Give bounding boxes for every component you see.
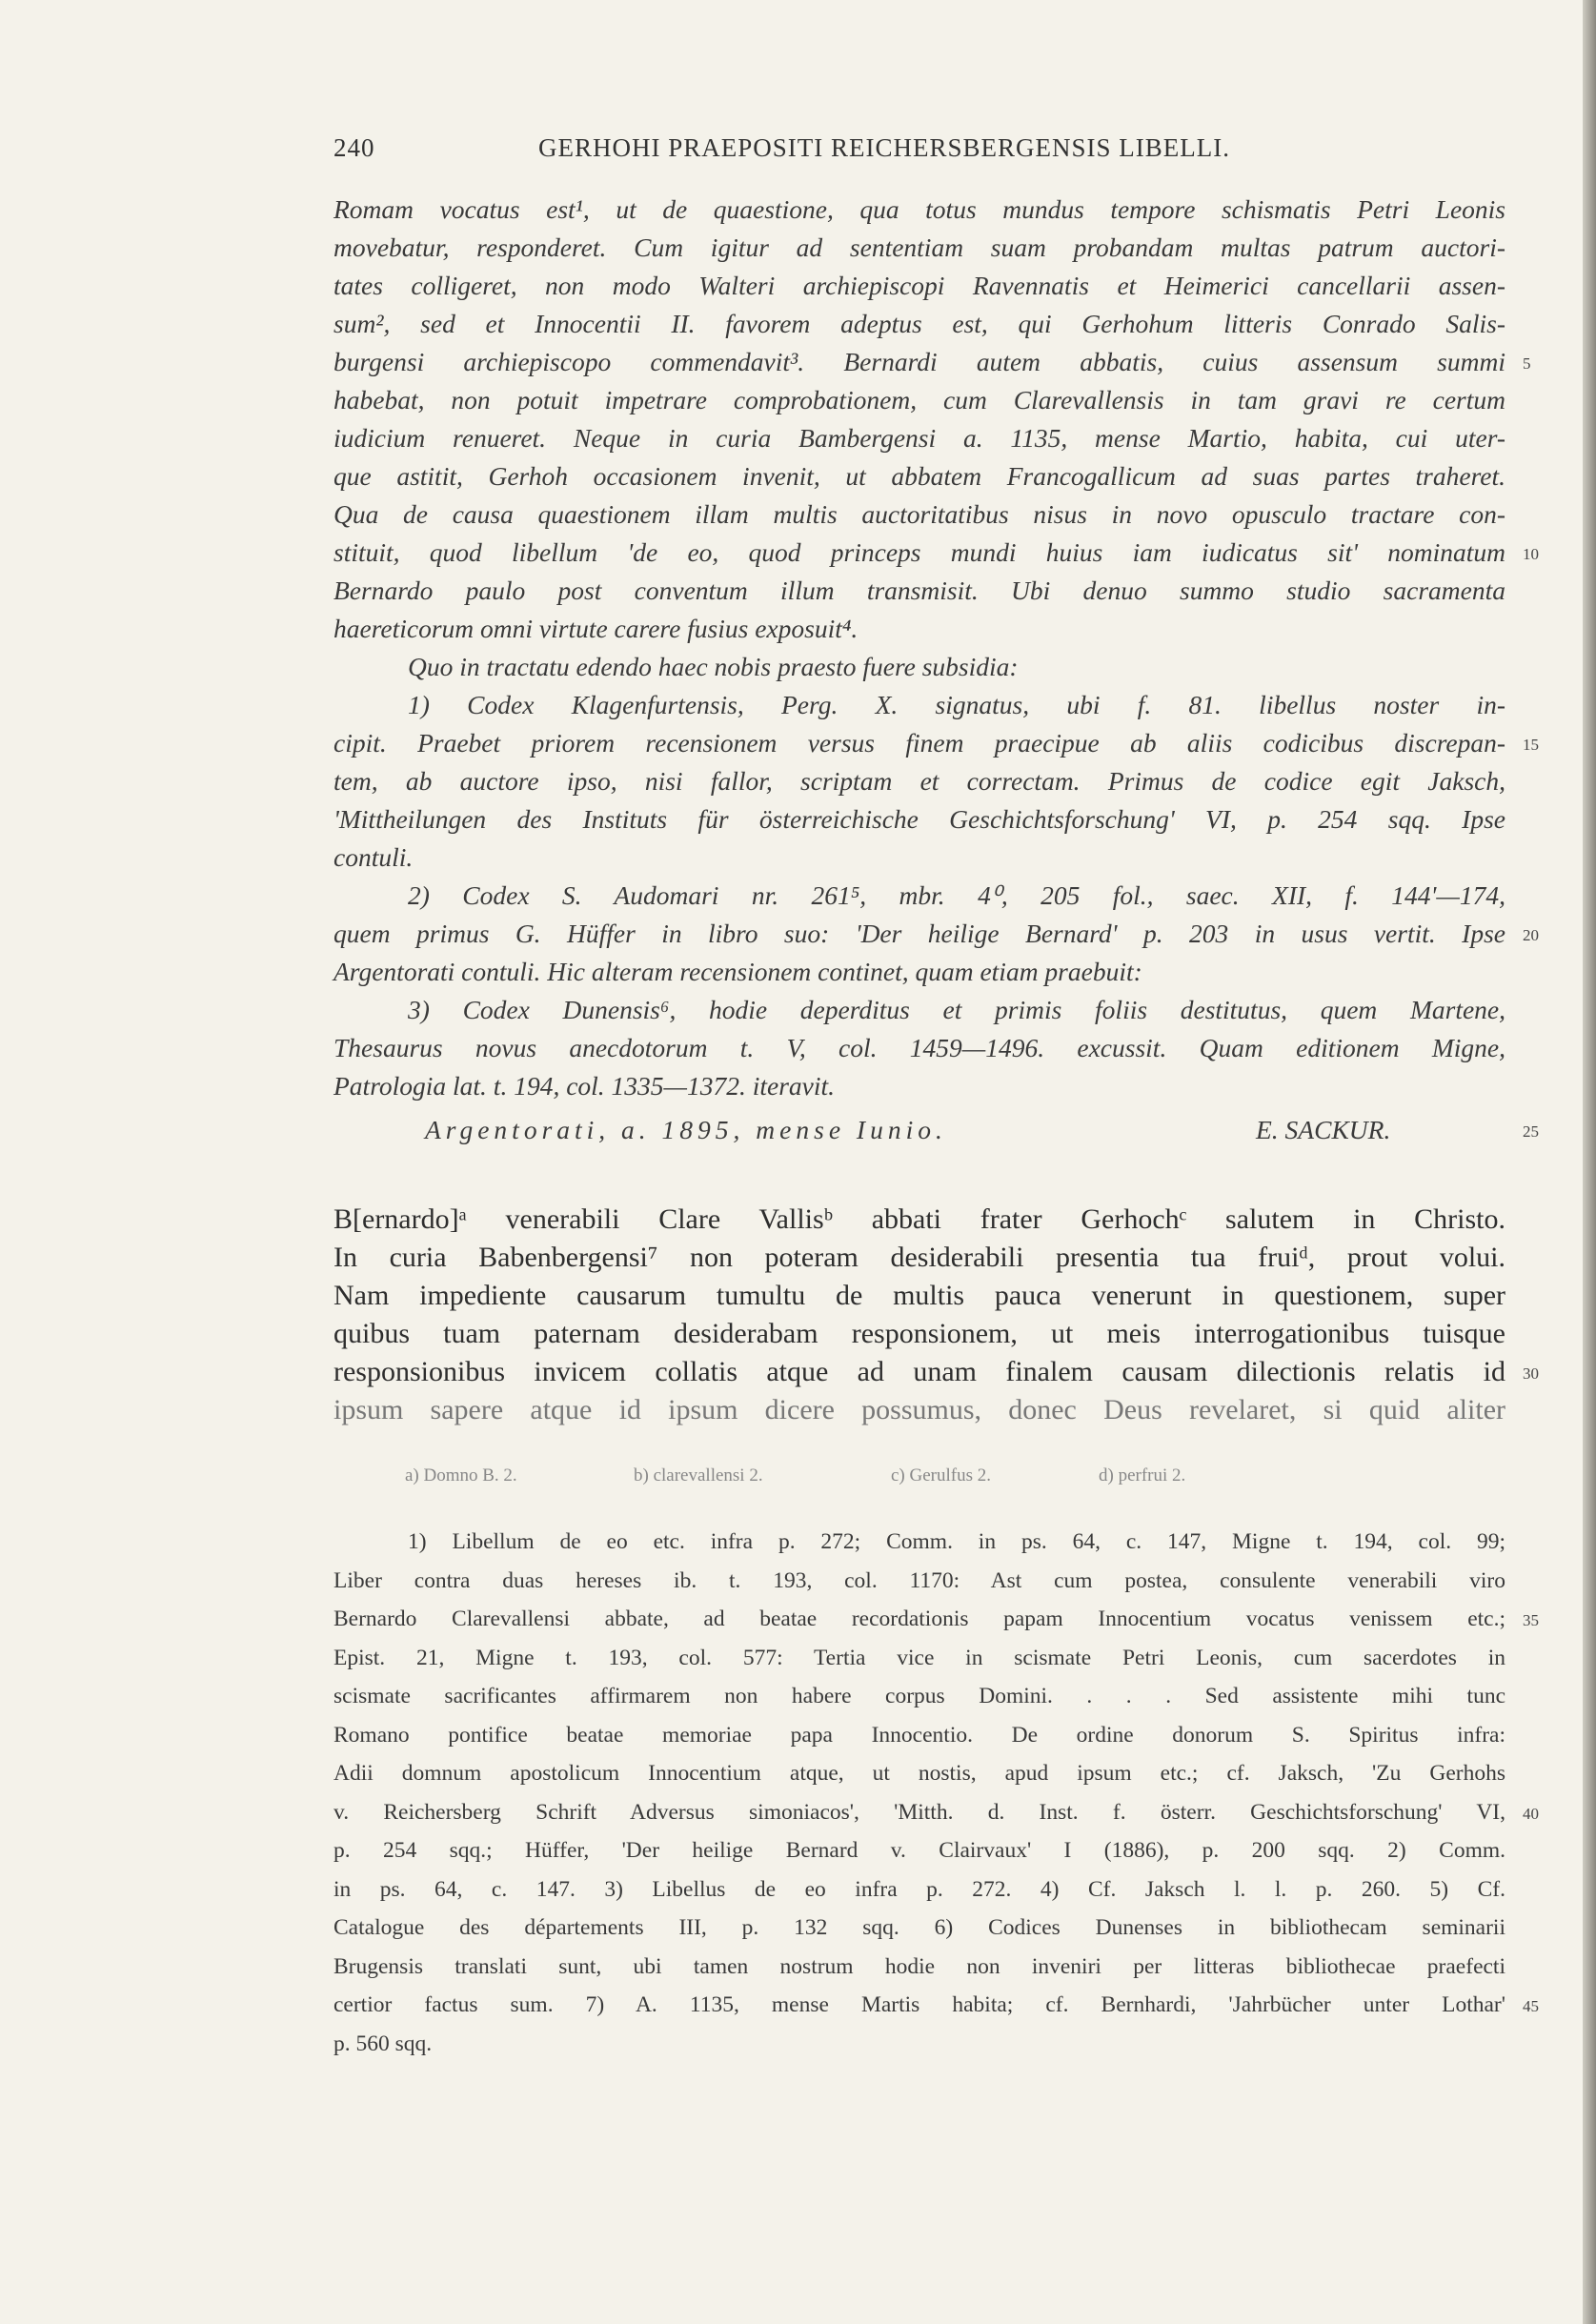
footnote-line: Catalogue des départements III, p. 132 sqq. 6) Codices Dunenses in bibliothecam seminarii: [333, 1915, 1505, 1940]
intro-line: cipit. Praebet priorem recensionem versus finem praecipue ab aliis codicibus discrepan-: [333, 728, 1505, 758]
letter-line: In curia Babenbergensi⁷ non poteram desiderabili presentia tua fruiᵈ, prout volui.: [333, 1242, 1505, 1273]
line-number: 35: [1523, 1611, 1539, 1629]
letter-line: quibus tuam paternam desiderabam responsionem, ut meis interrogationibus tuisque: [333, 1318, 1505, 1349]
letter-line-numbered: [333, 1353, 1539, 1391]
letter-line: B[ernardo]ᵃ venerabili Clare Vallisᵇ abbati frater Gerhochᶜ salutem in Christo.: [333, 1203, 1505, 1235]
footnote-line: v. Reichersberg Schrift Adversus simoniacos', 'Mitth. d. Inst. f. österr. Geschichtsforschung' VI,: [333, 1799, 1505, 1825]
book-page: [333, 133, 1539, 2063]
intro-line: que astitit, Gerhoh occasionem invenit, ut abbatem Francogallicum ad suas partes traheret.: [333, 461, 1505, 491]
intro-line: Qua de causa quaestionem illam multis auctoritatibus nisus in novo opusculo tractare con-: [333, 499, 1505, 529]
footnote-line: Adii domnum apostolicum Innocentium atque, ut nostis, apud ipsum etc.; cf. Jaksch, 'Zu Gerhohs: [333, 1761, 1505, 1786]
line-number: 15: [1523, 736, 1539, 754]
footnote-line: Bernardo Clarevallensi abbate, ad beatae recordationis papam Innocentium vocatus venissem etc.;: [333, 1607, 1505, 1631]
line-number: 45: [1523, 1997, 1539, 2015]
line-number: 40: [1523, 1804, 1539, 1823]
footnotes: [333, 1523, 1539, 2063]
letter-line: responsionibus invicem collatis atque ad unam finalem causam dilectionis relatis id: [333, 1356, 1505, 1387]
footnote-line-numbered: [333, 1986, 1539, 2025]
footnote-line: Brugensis translati sunt, ubi tamen nostrum hodie non inveniri per litteras bibliothecae praefecti: [333, 1953, 1505, 1979]
intro-line: tates colligeret, non modo Walteri archiepiscopi Ravennatis et Heimerici cancellarii assen-: [333, 271, 1505, 300]
footnote-line: in ps. 64, c. 147. 3) Libellus de eo infra p. 272. 4) Cf. Jaksch l. l. p. 260. 5) Cf.: [333, 1876, 1505, 1902]
intro-line: contuli.: [333, 842, 414, 872]
intro-line: habebat, non potuit impetrare comprobationem, cum Clarevallensis in tam gravi re certum: [333, 385, 1505, 414]
intro-line: haereticorum omni virtute carere fusius exposuit⁴.: [333, 614, 859, 643]
intro-line: sum², sed et Innocentii II. favorem adeptus est, qui Gerhohum litteris Conrado Salis-: [333, 309, 1505, 338]
footnote-line: Liber contra duas hereses ib. t. 193, col. 1170: Ast cum postea, consulente venerabili viro: [333, 1567, 1505, 1593]
line-number: 5: [1523, 354, 1531, 373]
letter-line: Nam impediente causarum tumultu de multis pauca venerunt in questionem, super: [333, 1280, 1505, 1311]
running-header: [333, 133, 1505, 172]
intro-line: 'Mittheilungen des Instituts für österreichische Geschichtsforschung' VI, p. 254 sqq. Ipse: [333, 804, 1505, 834]
footnote-line: 1) Libellum de eo etc. infra p. 272; Comm. in ps. 64, c. 147, Migne t. 194, col. 99;: [408, 1529, 1505, 1554]
intro-line: tem, ab auctore ipso, nisi fallor, scriptam et correctam. Primus de codice egit Jaksch,: [333, 766, 1505, 796]
editor-signature: [333, 1111, 1539, 1155]
line-number: 10: [1523, 545, 1539, 563]
page-number: 240: [333, 133, 375, 162]
intro-line-codex-3: 3) Codex Dunensis⁶, hodie deperditus et primis foliis destitutus, quem Martene,: [408, 995, 1505, 1024]
variant-readings: [333, 1465, 1505, 1494]
intro-line: Argentorati contuli. Hic alteram recensionem continet, quam etiam praebuit:: [333, 957, 1142, 986]
page-edge-shadow: [1583, 0, 1596, 2324]
editor-introduction: [333, 191, 1539, 1155]
letter-line: ipsum sapere atque id ipsum dicere possumus, donec Deus revelaret, si quid aliter: [333, 1394, 1505, 1425]
variant-d: d) perfrui 2.: [1099, 1465, 1186, 1485]
intro-line: Patrologia lat. t. 194, col. 1335—1372. iteravit.: [333, 1071, 836, 1101]
intro-line-numbered: [333, 724, 1539, 762]
variant-c: c) Gerulfus 2.: [891, 1465, 991, 1485]
intro-line: movebatur, responderet. Cum igitur ad sententiam suam probandam multas patrum auctori-: [333, 232, 1505, 262]
running-title: GERHOHI PRAEPOSITI REICHERSBERGENSIS LIBELLI.: [538, 133, 1231, 162]
footnote-line: Romano pontifice beatae memoriae papa Innocentio. De ordine donorum S. Spiritus infra:: [333, 1722, 1505, 1748]
intro-line-subsidia: Quo in tractatu edendo haec nobis praesto fuere subsidia:: [408, 652, 1019, 681]
variant-a: a) Domno B. 2.: [405, 1465, 517, 1485]
footnote-line-numbered: [333, 1600, 1539, 1639]
intro-line: stituit, quod libellum 'de eo, quod princeps mundi huius iam iudicatus sit' nominatum: [333, 537, 1505, 567]
signature-name: E. SACKUR.: [1256, 1115, 1391, 1144]
footnote-line: certior factus sum. 7) A. 1135, mense Martis habita; cf. Bernhardi, 'Jahrbücher unter Lothar': [333, 1992, 1505, 2017]
intro-line: burgensi archiepiscopo commendavit³. Bernardi autem abbatis, cuius assensum summi: [333, 347, 1505, 376]
intro-line-codex-1: 1) Codex Klagenfurtensis, Perg. X. signatus, ubi f. 81. libellus noster in-: [408, 690, 1505, 719]
signature-place-date: Argentorati, a. 1895, mense Iunio.: [425, 1115, 947, 1144]
intro-line-numbered: [333, 915, 1539, 953]
letter-text: [333, 1201, 1539, 1429]
intro-line: Bernardo paulo post conventum illum transmisit. Ubi denuo summo studio sacramenta: [333, 576, 1505, 605]
footnote-line: scismate sacrificantes affirmarem non habere corpus Domini. . . . Sed assistente mihi tunc: [333, 1684, 1505, 1708]
line-number: 25: [1523, 1122, 1539, 1141]
footnote-line: p. 254 sqq.; Hüffer, 'Der heilige Bernard v. Clairvaux' I (1886), p. 200 sqq. 2) Comm.: [333, 1838, 1505, 1863]
intro-line: Thesaurus novus anecdotorum t. V, col. 1459—1496. excussit. Quam editionem Migne,: [333, 1033, 1505, 1062]
line-number: 20: [1523, 926, 1539, 944]
footnote-line: Epist. 21, Migne t. 193, col. 577: Tertia vice in scismate Petri Leonis, cum sacerdotes in: [333, 1645, 1505, 1670]
footnote-line: p. 560 sqq.: [333, 2031, 433, 2056]
intro-line-numbered: [333, 343, 1531, 381]
intro-line: quem primus G. Hüffer in libro suo: 'Der heilige Bernard' p. 203 in usus vertit. Ipse: [333, 919, 1505, 948]
line-number: 30: [1523, 1364, 1539, 1383]
intro-line-codex-2: 2) Codex S. Audomari nr. 261⁵, mbr. 4⁰, 205 fol., saec. XII, f. 144'—174,: [408, 880, 1505, 910]
intro-line-numbered: [333, 534, 1539, 572]
intro-line: Romam vocatus est¹, ut de quaestione, qua totus mundus tempore schismatis Petri Leonis: [333, 194, 1505, 224]
footnote-line-numbered: [333, 1793, 1539, 1832]
variant-b: b) clarevallensi 2.: [634, 1465, 763, 1485]
intro-line: iudicium renueret. Neque in curia Bambergensi a. 1135, mense Martio, habita, cui uter-: [333, 423, 1505, 453]
